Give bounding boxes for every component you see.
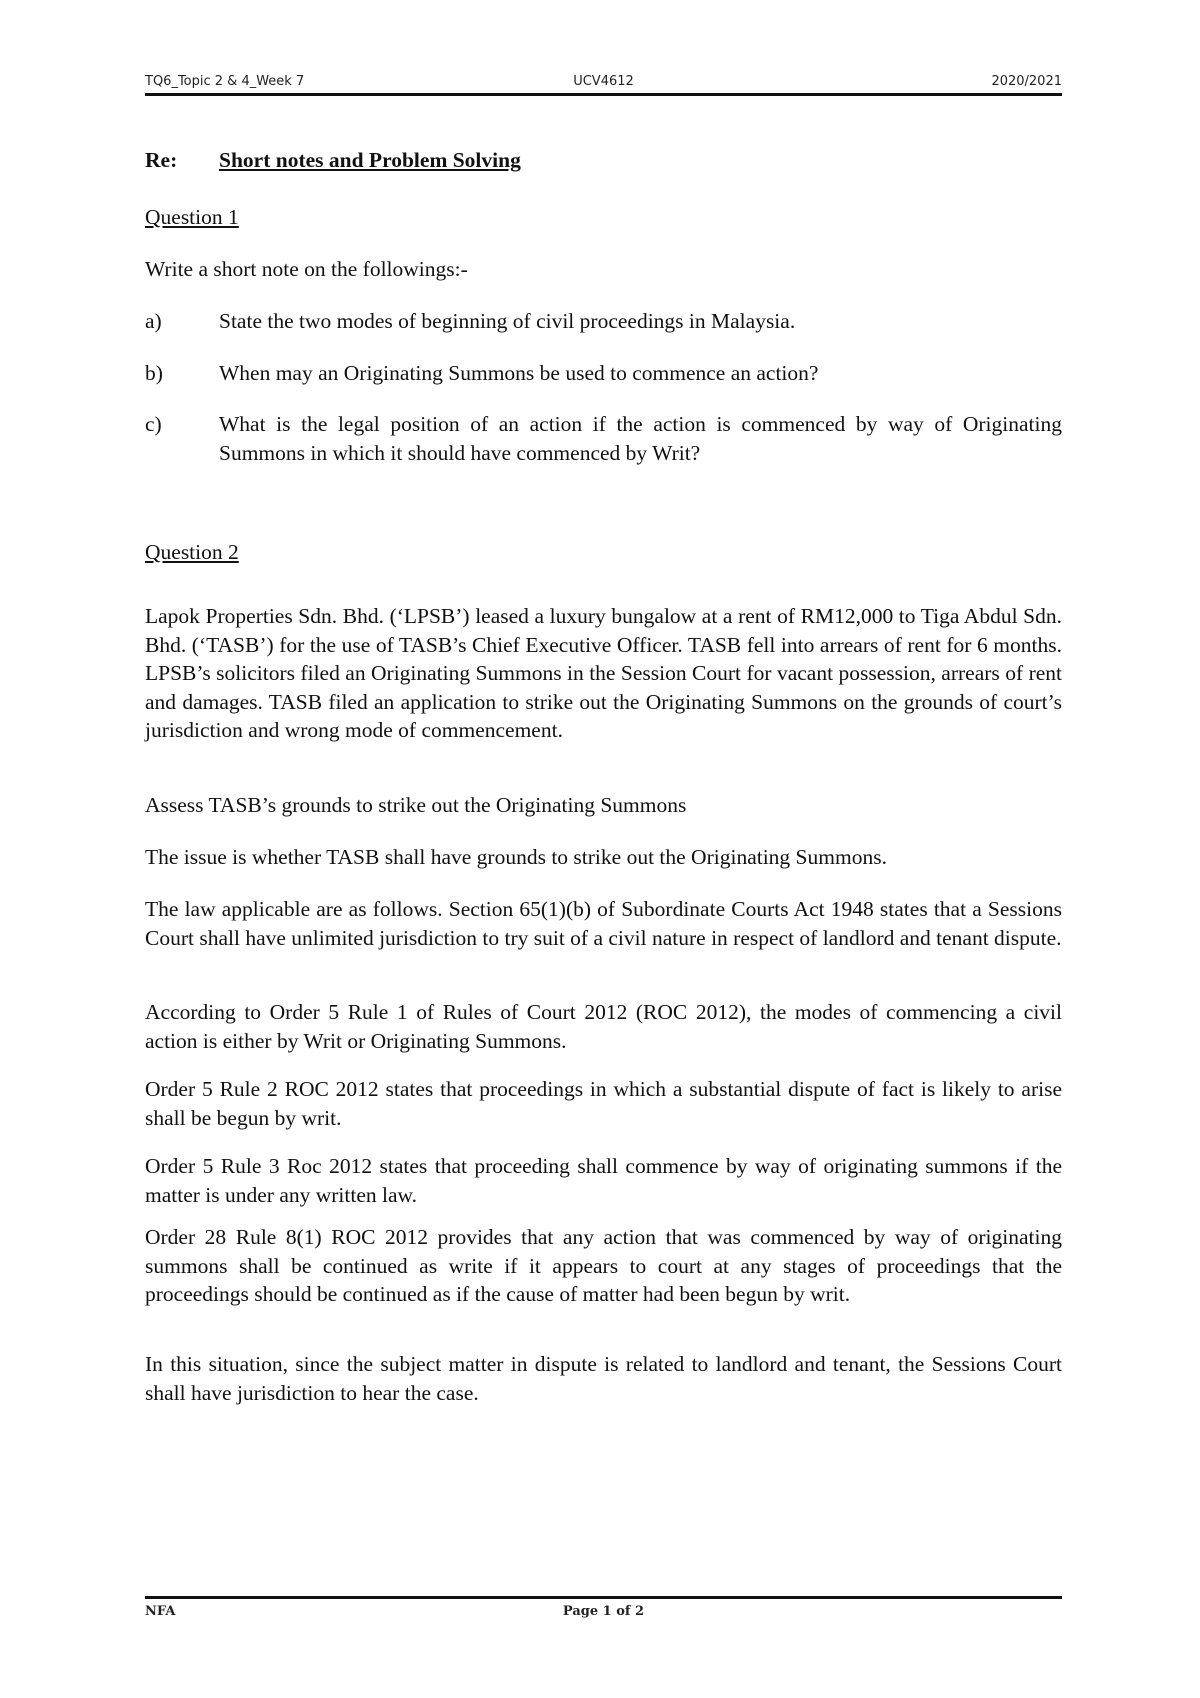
header-academic-year: 2020/2021 (991, 74, 1062, 89)
header-course-code: UCV4612 (573, 74, 634, 89)
item-label: c) (145, 412, 162, 436)
title-re-label: Re: (145, 148, 178, 172)
item-text: When may an Originating Summons be used to commence an action? (219, 361, 819, 385)
answer-issue: The issue is whether TASB shall have grounds to strike out the Originating Summons. (145, 845, 887, 869)
item-text: What is the legal position of an action if the action is commenced by way of Originating Summons in which it should have commenced by Writ? (219, 412, 1062, 465)
answer-application: In this situation, since the subject matter in dispute is related to landlord and tenant, the Sessions Court shall have jurisdiction to hear the case. (145, 1352, 1062, 1405)
page-footer (145, 1604, 1062, 1626)
question-1-intro: Write a short note on the followings:- (145, 257, 468, 281)
question-2-task: Assess TASB’s grounds to strike out the Originating Summons (145, 793, 687, 817)
answer-order-28-rule-8: Order 28 Rule 8(1) ROC 2012 provides that any action that was commenced by way of originating summons shall be continued as write if it appears to court at any stages of proceedings that the proceedings should be continued as if the cause of matter had been begun by writ. (145, 1225, 1062, 1306)
question-1-item-c (145, 410, 1062, 467)
header-rule (145, 93, 1062, 96)
item-text: State the two modes of beginning of civil proceedings in Malaysia. (219, 309, 796, 333)
question-1-item-b (145, 359, 1062, 388)
title-text: Short notes and Problem Solving (219, 148, 521, 172)
answer-order-5-rule-3: Order 5 Rule 3 Roc 2012 states that proceeding shall commence by way of originating summons if the matter is under any written law. (145, 1154, 1062, 1207)
footer-rule (145, 1596, 1062, 1599)
question-2-facts: Lapok Properties Sdn. Bhd. (‘LPSB’) leased a luxury bungalow at a rent of RM12,000 to Tiga Abdul Sdn. Bhd. (‘TASB’) for the use of TASB’s Chief Executive Officer. TASB fell into arrears of rent for 6 months. LPSB’s solicitors filed an Originating Summons in the Session Court for vacant possession, arrears of rent and damages. TASB filed an application to strike out the Originating Summons on the grounds of court’s jurisdiction and wrong mode of commencement. (145, 604, 1062, 742)
answer-order-5-rule-1: According to Order 5 Rule 1 of Rules of Court 2012 (ROC 2012), the modes of commencing a civil action is either by Writ or Originating Summons. (145, 1000, 1062, 1053)
header-course-ref: TQ6_Topic 2 & 4_Week 7 (145, 74, 305, 89)
answer-law-section-65: The law applicable are as follows. Section 65(1)(b) of Subordinate Courts Act 1948 states that a Sessions Court shall have unlimited jurisdiction to try suit of a civil nature in respect of landlord and tenant dispute. (145, 897, 1062, 950)
document-title (145, 146, 1062, 175)
item-label: b) (145, 361, 163, 385)
footer-page-number: Page 1 of 2 (562, 1604, 645, 1619)
question-1-heading: Question 1 (145, 205, 239, 229)
item-label: a) (145, 309, 162, 333)
question-1-item-a (145, 307, 1062, 336)
footer-author: NFA (145, 1604, 176, 1619)
question-2-heading: Question 2 (145, 540, 239, 564)
answer-order-5-rule-2: Order 5 Rule 2 ROC 2012 states that proceedings in which a substantial dispute of fact is likely to arise shall be begun by writ. (145, 1077, 1062, 1130)
